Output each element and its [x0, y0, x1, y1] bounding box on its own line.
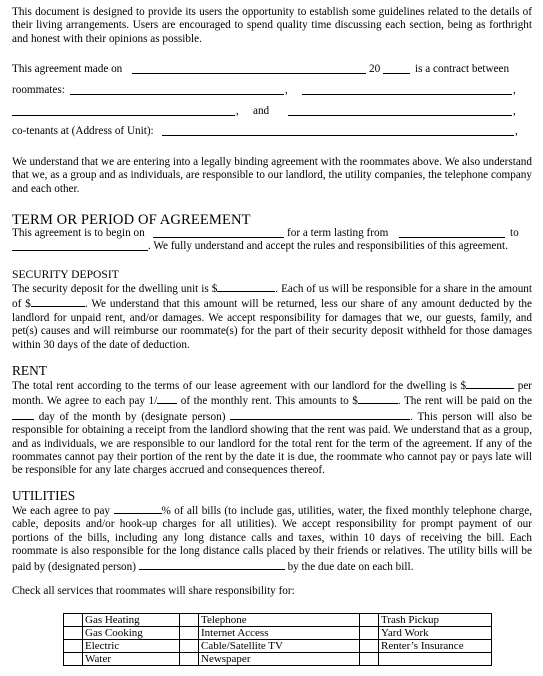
agreement-suffix: is a contract between: [415, 63, 510, 75]
utilities-pay-label: We each agree to pay: [12, 505, 111, 517]
utilities-body-text: % of all bills (to include gas, utilities, water, the fixed monthly telephone charge, cable, deposits and/or hook-up charges for all utilities). We accept responsibility for prompt payment of our portions of the bills, including any long distance calls and taxes, within 10 days of receiving the bill. Each roommate is also responsible for the long distance calls placed by their friends or relatives. The utility bills will be paid by (designated person): [12, 505, 532, 573]
services-row: [64, 627, 492, 640]
utilities-percent-blank[interactable]: [114, 503, 162, 514]
utilities-due-text: by the due date on each bill.: [287, 560, 414, 573]
services-row: [64, 653, 492, 666]
service-label: Telephone: [199, 614, 360, 627]
roommate-3-comma: ,: [236, 105, 239, 117]
roommates-row-2: [12, 105, 532, 119]
address-blank[interactable]: [162, 135, 514, 136]
services-intro: Check all services that roommates will share responsibility for:: [12, 585, 295, 597]
utilities-paragraph: [12, 503, 532, 574]
term-to-blank[interactable]: [12, 250, 148, 251]
security-share-text: . Each of us will be responsible for a share in the: [275, 283, 496, 295]
roommates-label: roommates:: [12, 84, 65, 96]
rent-body-text: . This person will also be responsible for obtaining a receipt from the landlord showing that the rent was paid. We understand that as a group, and as individuals, we are responsible to our landlord for the total rent for the term of the agreement. If any of the roommates cannot pay their portion of the rent by the date it is due, the roommate who cannot pay or pays late will be responsible for any late charges accrued and consequences thereof.: [12, 410, 533, 477]
rent-total-label: The total rent according to the terms of our lease agreement with our landlord for the dwelling is $: [12, 380, 467, 392]
address-comma: ,: [515, 125, 518, 137]
agreement-year-blank[interactable]: [383, 73, 410, 74]
security-deposit-label: The security deposit for the dwelling unit is $: [12, 283, 218, 295]
service-label: [379, 653, 492, 666]
utilities-person-blank[interactable]: [139, 559, 285, 570]
service-label: Water: [83, 653, 180, 666]
term-from-blank[interactable]: [399, 237, 505, 238]
cotenants-label: co-tenants at (Address of Unit):: [12, 125, 154, 137]
service-checkbox[interactable]: [360, 627, 379, 640]
roommate-2-blank[interactable]: [302, 94, 512, 95]
service-label: Gas Heating: [83, 614, 180, 627]
term-begin-blank[interactable]: [153, 237, 284, 238]
security-amount-label: amount of $: [12, 283, 532, 311]
agreement-year: 20: [369, 63, 381, 75]
intro-paragraph: This document is designed to provide its users the opportunity to establish some guidelines related to the details of their living arrangements. Users are encouraged to spend quality time discussing each section, being as forthright and honest with their opinions as possible.: [12, 6, 532, 45]
roommate-4-blank[interactable]: [288, 115, 512, 116]
agreement-date-blank[interactable]: [132, 73, 366, 74]
security-paragraph: [12, 281, 532, 352]
rent-person-blank[interactable]: [230, 409, 410, 420]
term-to-label: to: [510, 227, 519, 239]
service-checkbox[interactable]: [180, 614, 199, 627]
rent-heading: RENT: [12, 363, 47, 378]
service-label: Cable/Satellite TV: [199, 640, 360, 653]
service-label: Renter’s Insurance: [379, 640, 492, 653]
security-amount-blank[interactable]: [31, 296, 85, 307]
agreement-prefix: This agreement made on: [12, 63, 123, 75]
agreement-date-row: [12, 63, 532, 77]
service-checkbox[interactable]: [64, 614, 83, 627]
rent-amount-blank[interactable]: [358, 393, 398, 404]
service-label: Electric: [83, 640, 180, 653]
rent-day-label: day of the month by (designate person): [38, 410, 226, 423]
service-label: Yard Work: [379, 627, 492, 640]
roommates-row-1: [12, 84, 532, 98]
service-label: Trash Pickup: [379, 614, 492, 627]
security-heading: SECURITY DEPOSIT: [12, 268, 119, 281]
roommate-1-blank[interactable]: [70, 94, 284, 95]
rent-day-blank[interactable]: [12, 409, 34, 420]
services-row: [64, 614, 492, 627]
service-checkbox[interactable]: [64, 653, 83, 666]
roommate-3-blank[interactable]: [12, 115, 235, 116]
service-checkbox[interactable]: [180, 627, 199, 640]
service-checkbox[interactable]: [180, 653, 199, 666]
services-row: [64, 640, 492, 653]
rent-paragraph: [12, 378, 532, 478]
term-begin-label: This agreement is to begin on: [12, 227, 145, 239]
term-row-1: [12, 227, 532, 241]
term-lasting-label: for a term lasting from: [287, 227, 389, 239]
services-table: [63, 613, 492, 666]
rent-total-blank[interactable]: [466, 378, 514, 389]
service-label: Internet Access: [199, 627, 360, 640]
understand-paragraph: We understand that we are entering into a legally binding agreement with the roommates above. We also understand that we, as a group and as individuals, are responsible to our landlord, the utility companies, the telephone company and each other.: [12, 156, 532, 195]
service-checkbox[interactable]: [180, 640, 199, 653]
security-body-text: . We understand that this amount will be returned, less our share of any amount deducted by the landlord for unpaid rent, and/or damages. We accept responsibility for damages that we, our guests, family, and pet(s) causes and will reimburse our roommate(s) for the part of their security deposit withheld for those damages within 30 days of the date of deduction.: [12, 298, 532, 351]
utilities-heading: UTILITIES: [12, 488, 76, 503]
service-checkbox[interactable]: [360, 640, 379, 653]
and-label: and: [253, 105, 270, 117]
cotenants-row: [12, 125, 532, 139]
rent-paid-label: . The rent will be paid on the: [397, 395, 532, 408]
term-heading: TERM OR PERIOD OF AGREEMENT: [12, 212, 251, 228]
service-checkbox[interactable]: [64, 627, 83, 640]
rent-fraction-blank[interactable]: [157, 393, 177, 404]
rent-amount-label: of the monthly rent. This amounts to $: [180, 395, 358, 408]
service-label: Gas Cooking: [83, 627, 180, 640]
term-accept-text: . We fully understand and accept the rules and responsibilities of this agreement.: [148, 240, 508, 252]
rent-share-label: per month. We agree to each pay 1/: [12, 380, 533, 408]
service-checkbox[interactable]: [360, 614, 379, 627]
service-label: Newspaper: [199, 653, 360, 666]
roommate-2-comma: ,: [513, 84, 516, 96]
term-row-2: [12, 240, 532, 254]
service-checkbox[interactable]: [360, 653, 379, 666]
roommate-4-comma: ,: [513, 105, 516, 117]
service-checkbox[interactable]: [64, 640, 83, 653]
roommate-1-comma: ,: [285, 84, 288, 96]
security-deposit-blank[interactable]: [217, 281, 275, 292]
